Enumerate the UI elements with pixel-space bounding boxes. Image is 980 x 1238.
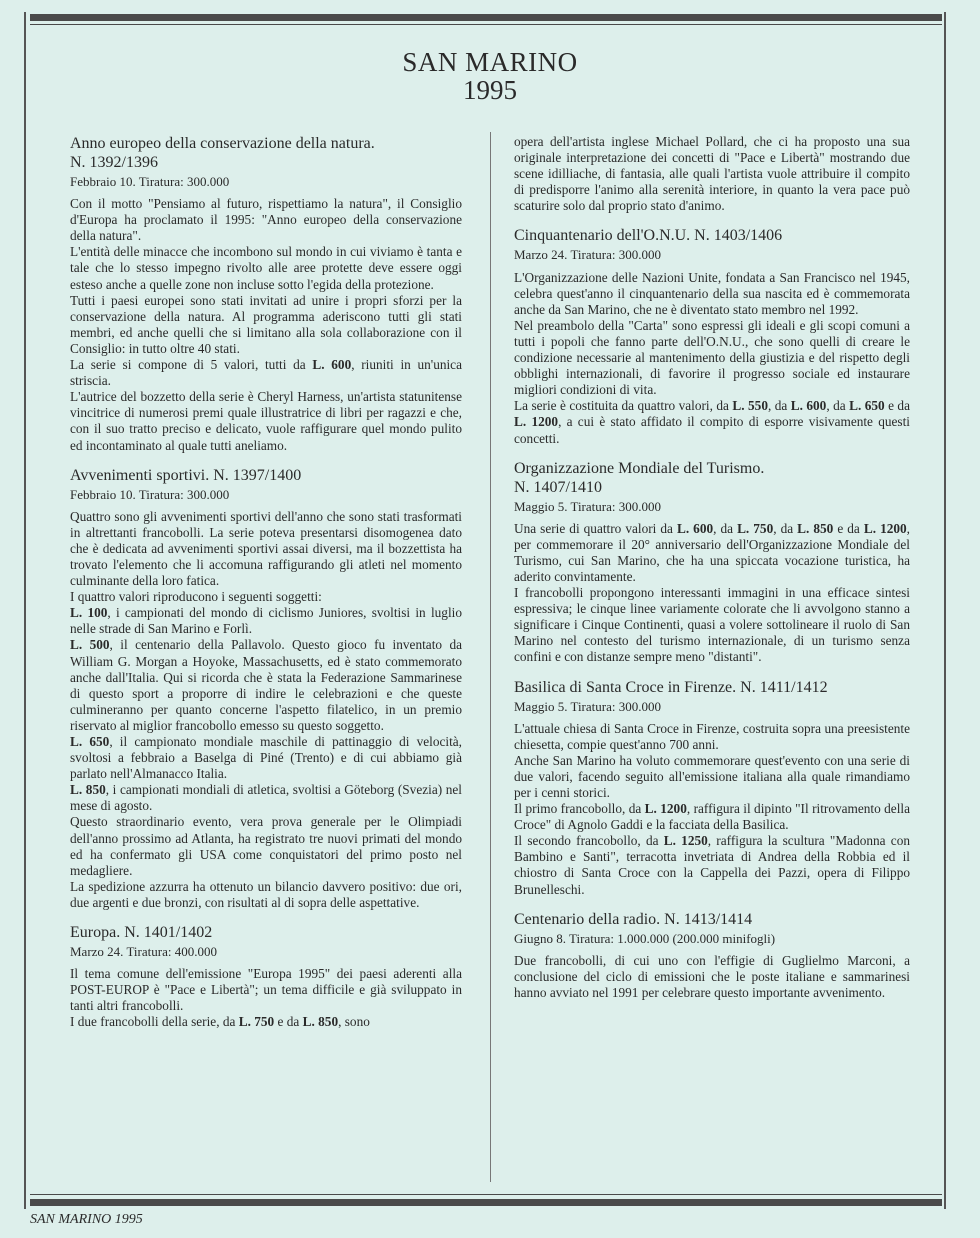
article-section <box>514 226 910 446</box>
article-meta: Febbraio 10. Tiratura: 300.000 <box>70 174 230 189</box>
article-paragraph: Il tema comune dell'emissione "Europa 1995" dei paesi aderenti alla POST-EUROP è "Pace e Libertà"; un tema difficile e già sviluppato in tanti altri francobolli. <box>70 966 462 1014</box>
article-number: N. 1392/1396 <box>70 154 158 171</box>
article-paragraph: La spedizione azzurra ha ottenuto un bilancio davvero positivo: due ori, due argenti e due bronzi, con risultati al di sopra delle aspettative. <box>70 878 462 910</box>
right-column <box>514 134 910 1013</box>
article-section <box>514 134 910 214</box>
article-meta: Maggio 5. Tiratura: 300.000 <box>514 698 661 714</box>
article-paragraph: L'autrice del bozzetto della serie è Cheryl Harness, un'artista statunitense vincitrice di numerosi premi quale illustratrice di libri per ragazzi e che, con il suo tratto preciso e delicato, vuole raffigurare quel mondo pulito ed incontaminato al quale tutti aneliamo. <box>70 389 462 453</box>
article-title: Anno europeo della conservazione della natura. <box>70 135 375 152</box>
article-meta: Giugno 8. Tiratura: 1.000.000 (200.000 minifogli) <box>514 930 776 946</box>
top-rule-thin <box>30 24 942 25</box>
article-title: Basilica di Santa Croce in Firenze. N. 1411/1412 <box>514 678 828 696</box>
article-paragraph: Il secondo francobollo, da L. 1250, raffigura la scultura "Madonna con Bambino e Santi", terracotta invetriata di Andrea della Robbia ed il chiostro di Santa Croce con la Cappella dei Pazzi, opera di Filippo Brunelleschi. <box>514 833 910 897</box>
article-section <box>70 466 462 911</box>
article-paragraph: L. 100, i campionati del mondo di ciclismo Juniores, svoltisi in luglio nelle strade di San Marino e Forlì. <box>70 605 462 637</box>
article-title: Europa. N. 1401/1402 <box>70 924 213 942</box>
article-meta: Marzo 24. Tiratura: 400.000 <box>70 944 217 960</box>
column-divider <box>490 132 491 1182</box>
article-paragraph: La serie è costituita da quattro valori, da L. 550, da L. 600, da L. 650 e da L. 1200, a cui è stato affidato il compito di esporre visivamente questi concetti. <box>514 398 910 446</box>
article-paragraph: I quattro valori riproducono i seguenti soggetti: <box>70 589 322 605</box>
title-year: 1995 <box>463 75 517 105</box>
article-paragraph: opera dell'artista inglese Michael Pollard, che ci ha proposto una sua originale interpretazione dei concetti di "Pace e Libertà" mostrando due scene idilliache, di fantasia, alle quali l'artista vuole attribuire il compito di predisporre l'animo alla serenità interiore, in quanto la vera pace può scaturire solo dal proprio stato d'animo. <box>514 134 910 214</box>
article-paragraph: Due francobolli, di cui uno con l'effigie di Guglielmo Marconi, a conclusione del ciclo di emissioni che le poste italiane e sammarinesi hanno avviato nel 1991 per celebrare questo importante avvenimento. <box>514 952 910 1000</box>
article-paragraph: Questo straordinario evento, vera prova generale per le Olimpiadi dell'anno prossimo ad Atlanta, ha registrato tre nuovi primati del mondo ed ha confermato gli USA come conquistatori del primo posto nel medagliere. <box>70 814 462 878</box>
article-title: Avvenimenti sportivi. N. 1397/1400 <box>70 466 302 484</box>
article-title: Organizzazione Mondiale del Turismo. <box>514 459 765 477</box>
bottom-rule <box>30 1199 942 1206</box>
article-title: Centenario della radio. N. 1413/1414 <box>514 910 753 928</box>
article-section <box>70 134 462 454</box>
article-paragraph: L'attuale chiesa di Santa Croce in Firenze, costruita sopra una preesistente chiesetta, compie quest'anno 700 anni. <box>514 720 910 752</box>
article-number: N. 1407/1410 <box>514 478 602 496</box>
article-title: Cinquantenario dell'O.N.U. N. 1403/1406 <box>514 227 783 245</box>
article-paragraph: L'entità delle minacce che incombono sul mondo in cui viviamo è tanta e tale che lo stesso impegno rivolto alle aree protette deve essere oggi esteso anche a quelle zone non incluse sotto l'egida della protezione. <box>70 244 462 292</box>
article-paragraph: I francobolli propongono interessanti immagini in una efficace sintesi espressiva; le cinque linee variamente colorate che li avvolgono stanno a significare i Cinque Continenti, quasi a volere sottolineare il ruolo di San Marino nel contesto del turismo internazionale, di un turismo senza confini e con distanze sempre meno "distanti". <box>514 585 910 665</box>
article-paragraph: L. 850, i campionati mondiali di atletica, svoltisi a Göteborg (Svezia) nel mese di agosto. <box>70 782 463 814</box>
article-paragraph: Anche San Marino ha voluto commemorare quest'evento con una serie di due valori, facendo seguito all'emissione italiana alla quale rimandiamo per i cenni storici. <box>514 752 910 800</box>
footer-caption: SAN MARINO 1995 <box>30 1212 143 1227</box>
article-paragraph: L'Organizzazione delle Nazioni Unite, fondata a San Francisco nel 1945, celebra quest'anno il cinquantenario della sua nascita ed è commemorata anche da San Marino, che ne è diventato stato membro nel 1992. <box>514 269 910 317</box>
article-paragraph: Con il motto "Pensiamo al futuro, rispettiamo la natura", il Consiglio d'Europa ha proclamato il 1995: "Anno europeo della conservazione della natura". <box>70 196 462 244</box>
title-country: SAN MARINO <box>402 47 578 77</box>
article-paragraph: Il primo francobollo, da L. 1200, raffigura il dipinto "Il ritrovamento della Croce" di Agnolo Gaddi e la facciata della Basilica. <box>514 801 910 833</box>
article-paragraph: Tutti i paesi europei sono stati invitati ad unire i propri sforzi per la conservazione della natura. Al programma aderiscono tutti gli stati membri, ed anche quelli che si limitano alla sola collaborazione con il Consiglio: in tutto oltre 40 stati. <box>70 292 462 356</box>
article-paragraph: Quattro sono gli avvenimenti sportivi dell'anno che sono stati trasformati in altrettanti francobolli. La serie poteva presentarsi disomogenea dato che è dedicata ad avvenimenti sportivi assai diversi, ma il bozzettista ha trovato l'elemento che li accomuna raffigurando gli atleti nel momento culminante della loro fatica. <box>70 508 462 589</box>
article-section <box>70 923 462 1030</box>
article-paragraph: L. 500, il centenario della Pallavolo. Questo gioco fu inventato da William G. Morgan a Hoyoke, Massachusetts, ed è stato commemorato anche dall'Italia. Qui si ricorda che è stata la Federazione Sammarinese di questo sport a proporre di indire le celebrazioni e che queste culmineranno per quanto concerne l'aspetto filatelico, in un premio riservato al miglior francobollo emesso su questo soggetto. <box>70 637 462 733</box>
article-meta: Febbraio 10. Tiratura: 300.000 <box>70 486 230 502</box>
article-meta: Marzo 24. Tiratura: 300.000 <box>514 247 661 263</box>
article-section <box>514 678 910 898</box>
article-meta: Maggio 5. Tiratura: 300.000 <box>514 498 661 514</box>
frame-right-line <box>944 12 946 1209</box>
article-paragraph: La serie si compone di 5 valori, tutti da L. 600, riuniti in un'unica striscia. <box>70 357 462 389</box>
frame-left-line <box>24 12 26 1209</box>
article-paragraph: Nel preambolo della "Carta" sono espressi gli ideali e gli scopi comuni a tutti i popoli che fanno parte dell'O.N.U., che sono quelli di creare le condizione necessarie al mantenimento della giustizia e del rispetto degli obblighi internazionali, di favorire il progresso sociale ed instaurare migliori condizioni di vita. <box>514 317 910 398</box>
article-section <box>514 459 910 666</box>
bottom-rule-thin <box>30 1194 942 1195</box>
top-rule <box>30 14 942 21</box>
article-section <box>514 910 910 1001</box>
article-paragraph: Una serie di quattro valori da L. 600, da L. 750, da L. 850 e da L. 1200, per commemorare il 20° anniversario dell'Organizzazione Mondiale del Turismo, cui San Marino, che ha una spiccata vocazione turistica, ha aderito convintamente. <box>514 520 910 584</box>
left-column <box>70 134 462 1043</box>
article-paragraph: I due francobolli della serie, da L. 750 e da L. 850, sono <box>70 1014 370 1030</box>
page-title <box>0 48 980 104</box>
article-paragraph: L. 650, il campionato mondiale maschile di pattinaggio di velocità, svoltosi a febbraio a Baselga di Piné (Trento) e di cui abbiamo già parlato nell'Almanacco Italia. <box>70 734 463 782</box>
